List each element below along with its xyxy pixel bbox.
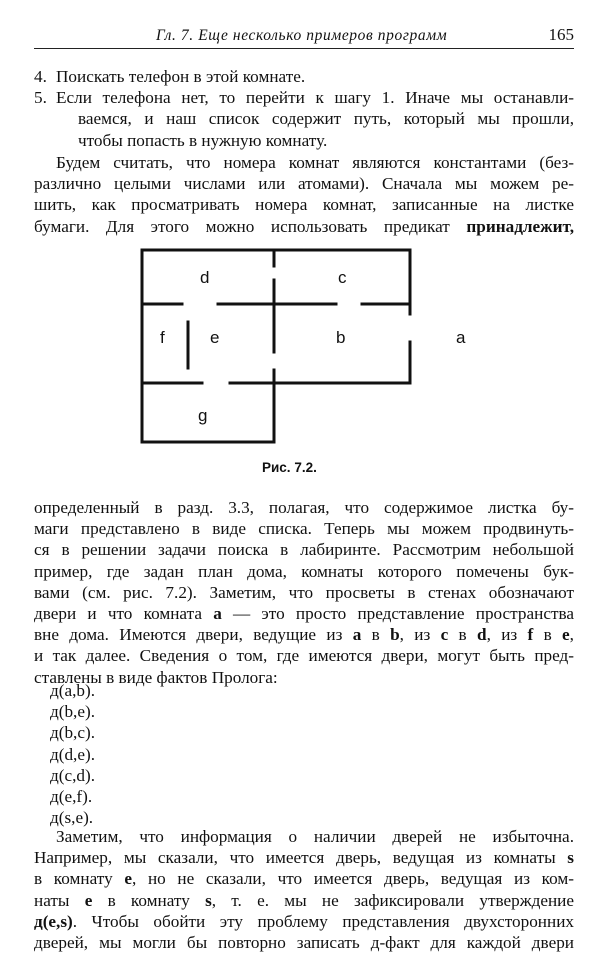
- floor-plan-diagram: [138, 246, 478, 452]
- room-label: a: [456, 328, 466, 347]
- text-line: Заметим, что информация о наличии дверей не избыточна.: [56, 827, 574, 846]
- predicate-name: принадлежит,: [466, 216, 574, 236]
- room-ref: e: [562, 625, 570, 645]
- text-line: дверей, мы могли бы повторно записать д-факт для каждой двери: [34, 933, 574, 953]
- prolog-facts: [50, 680, 95, 828]
- text-line: [34, 216, 574, 237]
- step-text: ваемся, и наш список содержит путь, который мы прошли,: [78, 109, 574, 129]
- text-span: вне дома. Имеются двери, ведущие из: [34, 625, 353, 645]
- room-ref: a: [213, 604, 222, 624]
- text-span: , т. е. мы не зафиксировали утверждение: [211, 890, 574, 910]
- text-line: ставлены в виде фактов Пролога:: [34, 667, 278, 687]
- step-item: [34, 66, 574, 87]
- text-line: [34, 911, 574, 932]
- text-span: Например, мы сказали, что имеется дверь, ведущая из комнаты: [34, 848, 568, 868]
- room-label: g: [198, 406, 208, 425]
- text-line: пример, где задан план дома, комнаты которого помечены бук-: [34, 561, 574, 581]
- step-text: Поискать телефон в этой комнате.: [56, 67, 306, 86]
- floor-plan-figure: [138, 246, 478, 452]
- text-line: маги представлено в виде списка. Теперь мы можем продвинуть-: [34, 519, 574, 539]
- room-label: c: [338, 268, 347, 287]
- text-span: в: [533, 625, 563, 645]
- figure-caption: Рис. 7.2.: [262, 460, 317, 475]
- paragraph-rooms: [34, 152, 574, 237]
- paragraph-redundancy: [34, 826, 574, 953]
- text-line: Будем считать, что номера комнат являются константами (без-: [56, 153, 574, 172]
- text-line: [34, 890, 574, 911]
- fact-line: д(b,e).: [50, 702, 96, 722]
- text-span: в: [448, 625, 477, 645]
- text-span: . Чтобы обойти эту проблему представления двухсторонних: [72, 911, 574, 931]
- text-span: ,: [569, 625, 574, 645]
- fact-line: д(s,e).: [50, 808, 94, 828]
- fact-line: д(b,c).: [50, 723, 96, 743]
- text-line: и так далее. Сведения о том, где имеются двери, могут быть пред-: [34, 646, 574, 666]
- room-ref: s: [567, 848, 574, 868]
- step-text: Если телефона нет, то перейти к шагу 1. Иначе мы останавли-: [56, 88, 574, 108]
- text-span: , из: [486, 625, 528, 645]
- running-title: Гл. 7. Еще несколько примеров программ: [156, 27, 448, 44]
- paragraph-maze: [34, 497, 574, 688]
- text-line: шить, как просматривать номера комнат, записанные на листке: [34, 195, 574, 215]
- room-label: b: [336, 328, 346, 347]
- room-ref: d: [477, 625, 487, 645]
- room-ref: e: [124, 869, 132, 889]
- room-ref: a: [352, 625, 362, 645]
- step-item: [34, 87, 574, 151]
- fact-line: д(e,f).: [50, 787, 93, 807]
- text-span: бумаги. Для этого можно использовать предикат: [34, 216, 467, 236]
- room-ref: b: [390, 625, 400, 645]
- text-span: в: [361, 625, 391, 645]
- text-line: [34, 624, 574, 645]
- text-line: различно целыми числами или атомами). Сначала мы можем ре-: [34, 174, 574, 194]
- text-line: ся в решении задачи поиска в лабиринте. Рассмотрим небольшой: [34, 540, 574, 560]
- fact-line: д(a,b).: [50, 681, 96, 700]
- text-span: наты: [34, 890, 85, 910]
- text-line: вами (см. рис. 7.2). Заметим, что просветы в стенах обозначают: [34, 582, 574, 602]
- step-list: [34, 66, 574, 151]
- room-label: e: [210, 328, 220, 347]
- step-number: 5.: [34, 88, 47, 108]
- text-span: двери и что комната: [34, 604, 214, 624]
- text-line: [34, 603, 574, 624]
- text-span: в комнату: [92, 890, 206, 910]
- fact-line: д(c,d).: [50, 765, 96, 785]
- text-line: [34, 847, 574, 868]
- text-line: определенный в разд. 3.3, полагая, что содержимое листка бу-: [34, 498, 574, 517]
- text-span: — это просто представление пространства: [221, 604, 574, 624]
- step-number: 4.: [34, 67, 47, 86]
- room-label: f: [160, 328, 165, 347]
- room-ref: s: [205, 890, 212, 910]
- page-number: 165: [548, 25, 574, 44]
- fact-line: д(d,e).: [50, 744, 96, 764]
- step-text: чтобы попасть в нужную комнату.: [78, 130, 328, 150]
- text-span: , но не сказали, что имеется дверь, ведущая из ком-: [131, 869, 574, 889]
- text-span: в комнату: [34, 869, 125, 889]
- text-line: [34, 868, 574, 889]
- fact-ref: д(e,s): [34, 911, 73, 931]
- running-header: [34, 24, 574, 49]
- room-ref: f: [527, 625, 534, 645]
- room-ref: e: [84, 890, 93, 910]
- room-ref: c: [440, 625, 449, 645]
- text-span: , из: [399, 625, 441, 645]
- room-label: d: [200, 268, 210, 287]
